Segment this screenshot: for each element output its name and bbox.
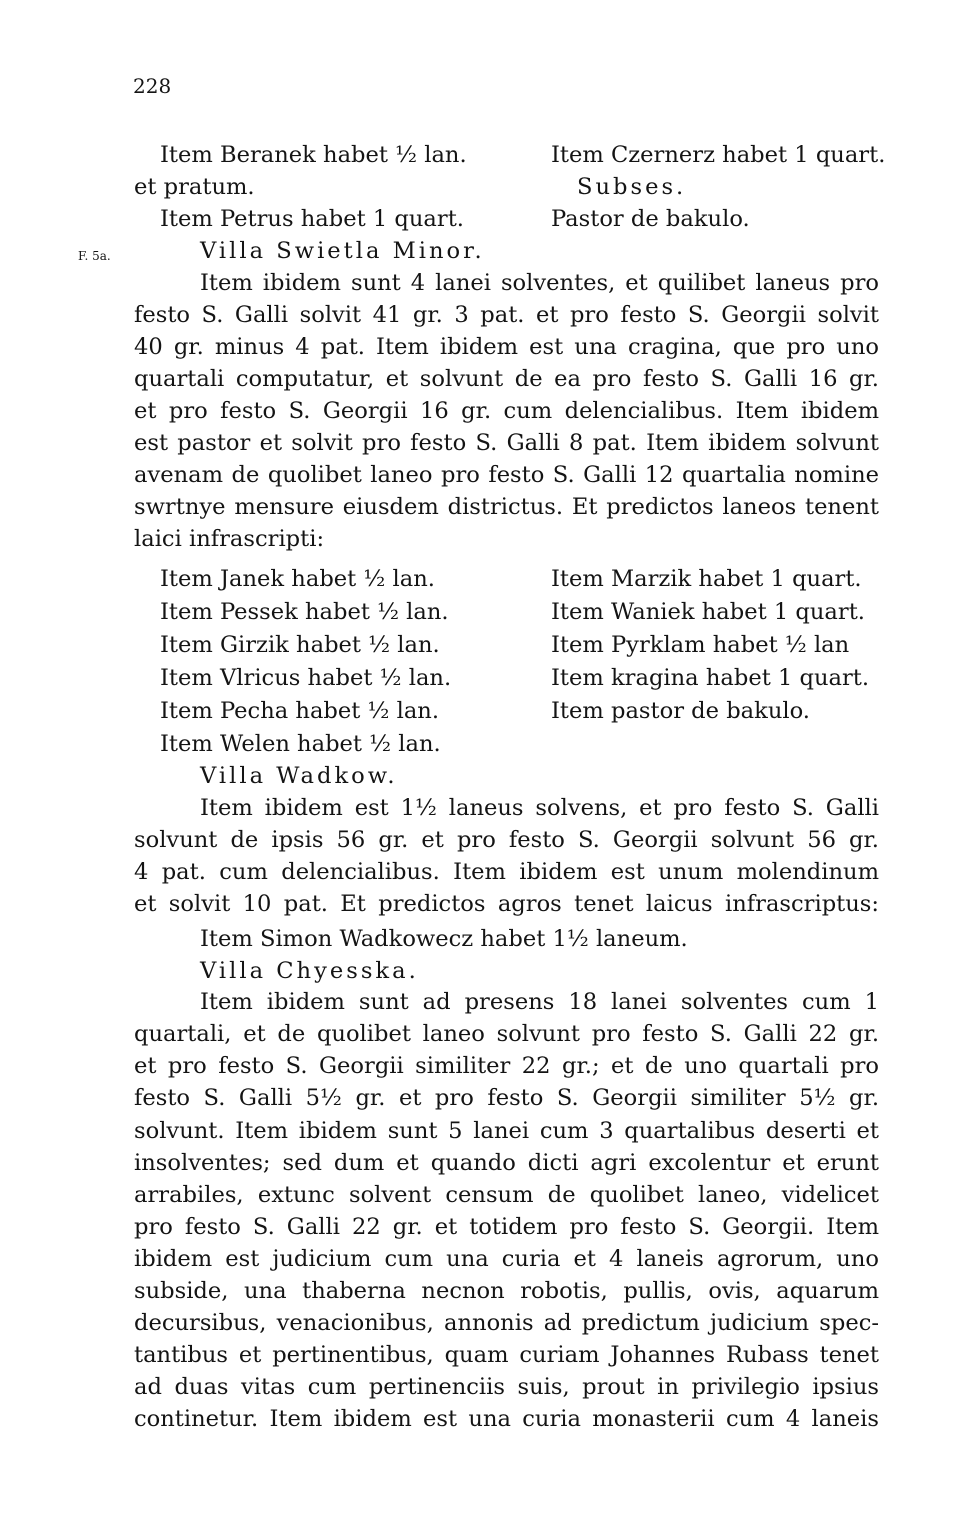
list-item: Item Pyrklam habet ½ lan [551, 632, 850, 658]
section-heading: Villa Wadkow. [200, 763, 398, 789]
top-right-line: Subses. [577, 174, 687, 200]
text-line: ad duas vitas cum pertinenciis suis, prout in privilegio ipsius [134, 1374, 879, 1400]
text-line: insolventes; sed dum et quando dicti agri excolentur et erunt [134, 1150, 879, 1176]
list-item: Item pastor de bakulo. [551, 698, 810, 724]
text-line: ibidem est judicium cum una curia et 4 laneis agrorum, uno [134, 1246, 879, 1272]
list-item: Item Vlricus habet ½ lan. [160, 665, 452, 691]
section-heading: Villa Swietla Minor. [200, 238, 485, 264]
list-item: Item kragina habet 1 quart. [551, 665, 870, 691]
list-item: Item Waniek habet 1 quart. [551, 599, 865, 625]
text-line: quartali computatur, et solvunt de ea pro festo S. Galli 16 gr. [134, 366, 879, 392]
margin-note: F. 5a. [78, 249, 111, 263]
text-line: tantibus et pertinentibus, quam curiam Johannes Rubass tenet [134, 1342, 879, 1368]
text-line: et pro festo S. Georgii similiter 22 gr.; et de uno quartali pro [134, 1053, 879, 1079]
list-item: Item Girzik habet ½ lan. [160, 632, 440, 658]
list-item: Item Janek habet ½ lan. [160, 566, 435, 592]
text-line: Item ibidem est 1½ laneus solvens, et pro festo S. Galli [200, 795, 879, 821]
text-line: Item ibidem sunt 4 lanei solventes, et quilibet laneus pro [200, 270, 879, 296]
text-line: laici infrascripti: [134, 526, 325, 552]
text-line: Item Simon Wadkowecz habet 1½ laneum. [200, 926, 688, 952]
section-heading: Villa Chyesska. [200, 958, 419, 984]
text-line: arrabiles, extunc solvent censum de quolibet laneo, videlicet [134, 1182, 879, 1208]
top-right-line: Pastor de bakulo. [551, 206, 750, 232]
text-line: pro festo S. Galli 22 gr. et totidem pro festo S. Georgii. Item [134, 1214, 879, 1240]
text-line: et pro festo S. Georgii 16 gr. cum delencialibus. Item ibidem [134, 398, 879, 424]
text-line: Item ibidem sunt ad presens 18 lanei solventes cum 1 [200, 989, 879, 1015]
page-number: 228 [133, 74, 172, 98]
text-line: solvunt. Item ibidem sunt 5 lanei cum 3 quartalibus deserti et [134, 1118, 879, 1144]
list-item: Item Pessek habet ½ lan. [160, 599, 449, 625]
text-line: 40 gr. minus 4 pat. Item ibidem est una cragina, que pro uno [134, 334, 879, 360]
text-line: swrtnye mensure eiusdem districtus. Et predictos laneos tenent [134, 494, 879, 520]
text-line: subside, una thaberna necnon robotis, pullis, ovis, aquarum [134, 1278, 879, 1304]
text-line: continetur. Item ibidem est una curia monasterii cum 4 laneis [134, 1406, 879, 1432]
top-left-line: Item Petrus habet 1 quart. [160, 206, 464, 232]
top-left-line: et pratum. [134, 174, 255, 200]
text-line: solvunt de ipsis 56 gr. et pro festo S. Georgii solvunt 56 gr. [134, 827, 879, 853]
top-right-line: Item Czernerz habet 1 quart. [551, 142, 886, 168]
list-item: Item Welen habet ½ lan. [160, 731, 441, 757]
list-item: Item Pecha habet ½ lan. [160, 698, 440, 724]
text-line: 4 pat. cum delencialibus. Item ibidem est unum molendinum [134, 859, 879, 885]
top-left-line: Item Beranek habet ½ lan. [160, 142, 467, 168]
text-line: quartali, et de quolibet laneo solvunt pro festo S. Galli 22 gr. [134, 1021, 879, 1047]
text-line: festo S. Galli 5½ gr. et pro festo S. Georgii similiter 5½ gr. [134, 1085, 879, 1111]
text-line: est pastor et solvit pro festo S. Galli 8 pat. Item ibidem solvunt [134, 430, 879, 456]
text-line: avenam de quolibet laneo pro festo S. Galli 12 quartalia nomine [134, 462, 879, 488]
list-item: Item Marzik habet 1 quart. [551, 566, 862, 592]
text-line: et solvit 10 pat. Et predictos agros tenet laicus infrascriptus: [134, 891, 879, 917]
text-line: decursibus, venacionibus, annonis ad predictum judicium spec- [134, 1310, 879, 1336]
text-line: festo S. Galli solvit 41 gr. 3 pat. et pro festo S. Georgii solvit [134, 302, 879, 328]
